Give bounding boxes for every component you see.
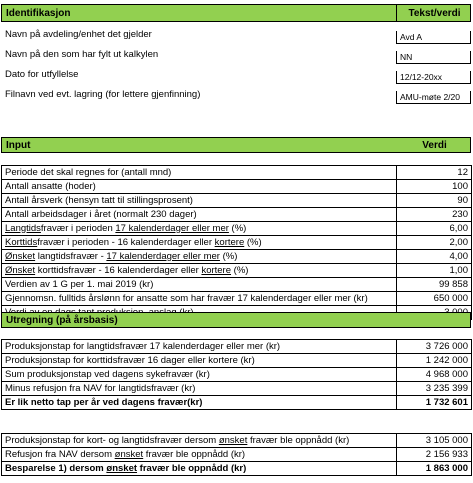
label-part: (%) (228, 222, 247, 234)
input-row-value[interactable]: 650 000 (397, 292, 472, 306)
input-row-label: Antall arbeidsdager i året (normalt 230 dager) (2, 208, 397, 222)
label-part: (%) (231, 264, 249, 276)
calculation-row-label (2, 434, 397, 448)
input-row-label: Antall årsverk (hensyn tatt til stillingsprosent) (2, 194, 397, 208)
identification-title: Identifikasjon (6, 8, 71, 19)
input-row (2, 236, 472, 250)
input-row (2, 208, 472, 222)
identification-value-cell[interactable]: 12/12-20xx (396, 71, 471, 84)
calculation-table-current (1, 339, 472, 410)
label-part: Langtids (5, 222, 41, 234)
input-row-value[interactable]: 6,00 (397, 222, 472, 236)
calculation-row-label: Sum produksjonstap ved dagens sykefravær (kr) (2, 368, 397, 382)
calculation-row-value: 1 732 601 (397, 396, 472, 410)
identification-row (1, 46, 471, 63)
label-part: (%) (244, 236, 262, 248)
identification-value-cell[interactable]: NN (396, 51, 471, 64)
label-part: Produksjonstap for kort- og langtidsfravær dersom (5, 434, 219, 446)
input-row-value[interactable]: 90 (397, 194, 472, 208)
identification-row (1, 26, 471, 43)
calculation-header (1, 312, 471, 328)
input-row-label: Periode det skal regnes for (antall mnd) (2, 166, 397, 180)
label-part: Refusjon fra NAV dersom (5, 448, 115, 460)
identification-header (1, 4, 471, 22)
label-part: ønsket (114, 448, 144, 460)
calculation-row (2, 462, 472, 476)
input-row-value[interactable]: 12 (397, 166, 472, 180)
calculation-row-label (2, 448, 397, 462)
calculation-row-value: 1 242 000 (397, 354, 472, 368)
label-part: ønsket (218, 434, 248, 446)
input-row (2, 180, 472, 194)
label-part: 17 kalenderdager eller mer (106, 250, 220, 262)
input-table (1, 165, 472, 320)
identification-value-header: Tekst/verdi (408, 8, 461, 19)
label-part: dersom (66, 462, 107, 474)
input-row-label: Gjennomsn. fulltids årslønn for ansatte som har fravær 17 kalenderdager eller mer (kr) (2, 292, 397, 306)
input-value-header: Verdi (422, 140, 447, 151)
identification-label: Dato for utfyllelse (5, 69, 79, 80)
calculation-row-value: 1 863 000 (397, 462, 472, 476)
calculation-row-label: Produksjonstap for korttidsfravær 16 dager eller kortere (kr) (2, 354, 397, 368)
identification-row (1, 66, 471, 83)
label-part: fravær ble oppnådd (kr) (247, 434, 350, 446)
calculation-row (2, 368, 472, 382)
calculation-title: Utregning (på årsbasis) (6, 315, 118, 326)
input-row (2, 194, 472, 208)
calculation-row (2, 448, 472, 462)
calculation-table-desired (1, 433, 472, 476)
input-row (2, 278, 472, 292)
label-part: Besparelse 1) (5, 462, 67, 474)
identification-label: Navn på den som har fylt ut kalkylen (5, 49, 159, 60)
calculation-row (2, 354, 472, 368)
calculation-row-label: Minus refusjon fra NAV for langtidsfravær (kr) (2, 382, 397, 396)
calculation-row (2, 340, 472, 354)
identification-row (1, 86, 471, 103)
label-part: fravær ble oppnådd (kr) (143, 448, 246, 460)
input-row (2, 250, 472, 264)
label-part: fravær i perioden (40, 222, 116, 234)
identification-label: Filnavn ved evt. lagring (for lettere gjenfinning) (5, 89, 201, 100)
identification-value-cell[interactable]: Avd A (396, 31, 471, 44)
input-row (2, 292, 472, 306)
calculation-row-value: 3 235 399 (397, 382, 472, 396)
input-row-value[interactable]: 99 858 (397, 278, 472, 292)
input-row-value[interactable]: 1,00 (397, 264, 472, 278)
label-part: fravær i perioden - 16 kalenderdager eller (37, 236, 215, 248)
input-row-value[interactable]: 100 (397, 180, 472, 194)
label-part: 17 kalenderdager eller mer (115, 222, 229, 234)
input-row-value[interactable]: 4,00 (397, 250, 472, 264)
calculation-row-value: 4 968 000 (397, 368, 472, 382)
input-row-label: Antall ansatte (hoder) (2, 180, 397, 194)
input-header (1, 137, 471, 153)
calculation-row-label: Produksjonstap for langtidsfravær 17 kalenderdager eller mer (kr) (2, 340, 397, 354)
input-row-label (2, 222, 397, 236)
label-part: kortere (214, 236, 245, 248)
calculation-row-label: Er lik netto tap per år ved dagens fravær(kr) (2, 396, 397, 410)
identification-value-cell[interactable]: AMU-møte 2/20 (396, 91, 471, 104)
calculation-row-value: 3 105 000 (397, 434, 472, 448)
label-part: ønsket (106, 462, 138, 474)
input-row-label (2, 264, 397, 278)
input-row-label (2, 236, 397, 250)
calculation-row-value: 2 156 933 (397, 448, 472, 462)
label-part: Korttids (5, 236, 38, 248)
calculation-row (2, 382, 472, 396)
calculation-row (2, 396, 472, 410)
label-part: Ønsket (5, 264, 36, 276)
input-row (2, 264, 472, 278)
input-row-label: Verdien av 1 G per 1. mai 2019 (kr) (2, 278, 397, 292)
input-row-label (2, 250, 397, 264)
label-part: langtidsfravær - (35, 250, 107, 262)
input-row (2, 166, 472, 180)
input-row-value[interactable]: 2,00 (397, 236, 472, 250)
input-title: Input (6, 140, 31, 151)
calculation-row-value: 3 726 000 (397, 340, 472, 354)
label-part: Ønsket (5, 250, 36, 262)
calculation-row-label (2, 462, 397, 476)
label-part: kortere (201, 264, 232, 276)
label-part: (%) (219, 250, 238, 262)
calculation-row (2, 434, 472, 448)
input-row-value[interactable]: 230 (397, 208, 472, 222)
identification-label: Navn på avdeling/enhet det gjelder (5, 29, 152, 40)
input-row (2, 222, 472, 236)
label-part: korttidsfravær - 16 kalenderdager eller (35, 264, 202, 276)
label-part: fravær ble oppnådd (kr) (137, 462, 247, 474)
